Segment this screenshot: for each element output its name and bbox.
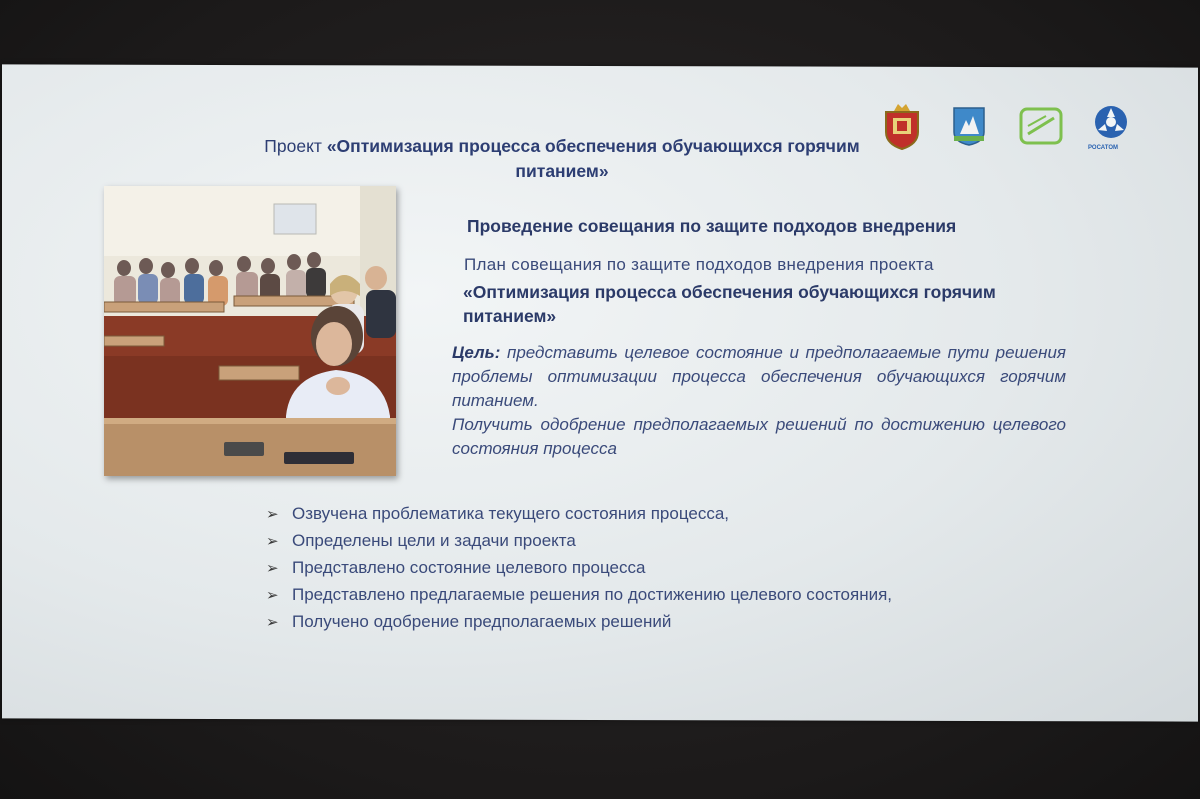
meeting-photo <box>104 186 396 476</box>
arrow-bullet-icon: ➢ <box>266 533 279 550</box>
list-item <box>266 608 1066 635</box>
goal-text-2: Получить одобрение предполагаемых решений по достижению целевого состояния процесса <box>452 415 1066 458</box>
slide-title-prefix: Проект <box>264 136 327 156</box>
arrow-bullet-icon: ➢ <box>266 587 279 604</box>
list-item-text: Представлено предлагаемые решения по достижению целевого состояния, <box>292 585 893 604</box>
rosatom-logo-icon <box>1088 104 1134 144</box>
arrow-bullet-icon: ➢ <box>266 614 279 631</box>
logo-strip <box>876 100 1156 170</box>
list-item-text: Определены цели и задачи проекта <box>292 531 576 550</box>
section-heading: Проведение совещания по защите подходов внедрения <box>467 216 957 236</box>
list-item-text: Представлено состояние целевого процесса <box>292 558 646 577</box>
list-item-text: Озвучена проблематика текущего состояния процесса, <box>292 504 729 523</box>
goal-label: Цель: <box>452 343 501 362</box>
list-item <box>266 581 1066 608</box>
effective-region-logo-icon <box>1018 106 1064 146</box>
slide-title-project-name: «Оптимизация процесса обеспечения обучающихся горячим питанием» <box>326 136 860 181</box>
plan-project-name: «Оптимизация процесса обеспечения обучающихся горячим питанием» <box>463 282 996 326</box>
arrow-bullet-icon: ➢ <box>266 506 279 523</box>
meeting-photo-illustration <box>104 186 396 476</box>
rosatom-logo-label: РОСАТОМ <box>1088 145 1118 151</box>
goal-paragraph <box>452 341 1066 461</box>
goal-text: представить целевое состояние и предполагаемые пути решения проблемы оптимизации процесса обеспечения обучающихся горячим питанием. <box>452 343 1066 410</box>
city-coat-of-arms-icon <box>952 106 986 146</box>
results-list <box>266 500 1066 635</box>
list-item-text: Получено одобрение предполагаемых решений <box>292 612 672 631</box>
plan-line: План совещания по защите подходов внедрения проекта <box>464 255 934 274</box>
list-item <box>266 527 1066 554</box>
regional-coat-of-arms-icon <box>880 102 924 150</box>
slide-title <box>232 134 892 184</box>
arrow-bullet-icon: ➢ <box>266 560 279 577</box>
list-item <box>266 554 1066 581</box>
list-item <box>266 500 1066 527</box>
